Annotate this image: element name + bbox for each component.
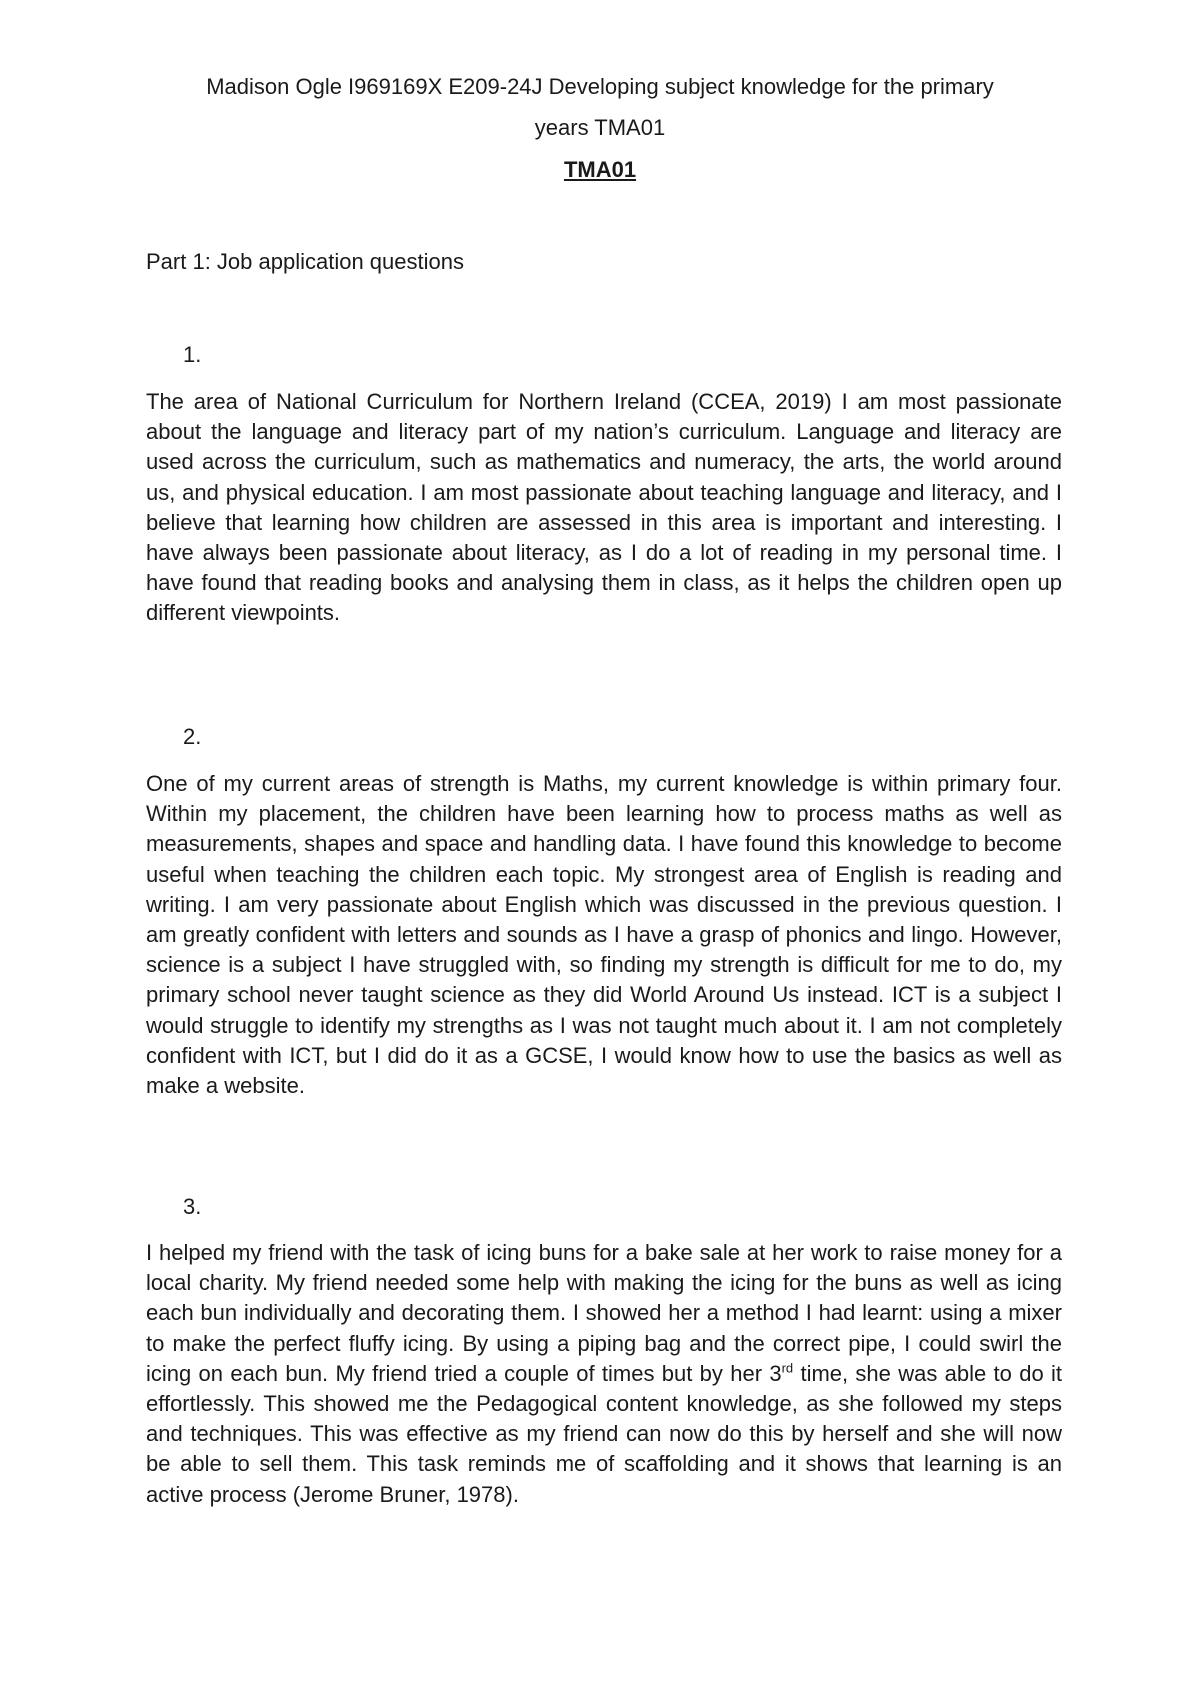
- part-heading: Part 1: Job application questions: [146, 249, 464, 274]
- question-3-text-part-1: I helped my friend with the task of icing buns for a bake sale at her work to raise money for a local charity. My friend needed some help with making the icing for the buns as well as icing each bun individually and decorating them. I showed her a method I had learnt: using a mixer to make the perfect fluffy icing. By using a piping bag and the correct pipe, I could swirl the icing on each bun. My friend tried a couple of times but by her 3: [146, 1240, 1062, 1386]
- ordinal-suffix: rd: [781, 1360, 794, 1376]
- question-2-answer: One of my current areas of strength is Maths, my current knowledge is within primary four. Within my placement, the children have been learning how to process maths as well as measurements, shapes and space and handling data. I have found this knowledge to become useful when teaching the children each topic. My strongest area of English is reading and writing. I am very passionate about English which was discussed in the previous question. I am greatly confident with letters and sounds as I have a grasp of phonics and lingo. However, science is a subject I have struggled with, so finding my strength is difficult for me to do, my primary school never taught science as they did World Around Us instead. ICT is a subject I would struggle to identify my strengths as I was not taught much about it. I am not completely confident with ICT, but I did do it as a GCSE, I would know how to use the basics as well as make a website.: [146, 771, 1062, 1099]
- question-3-answer: [146, 1238, 1062, 1510]
- question-3-number: 3.: [183, 1194, 202, 1219]
- document-title: TMA01: [563, 157, 637, 182]
- header-line-2: years TMA01: [534, 115, 666, 140]
- question-1-number: 1.: [183, 342, 202, 367]
- question-1-answer: The area of National Curriculum for Northern Ireland (CCEA, 2019) I am most passionate about the language and literacy part of my nation’s curriculum. Language and literacy are used across the curriculum, such as mathematics and numeracy, the arts, the world around us, and physical education. I am most passionate about teaching language and literacy, and I believe that learning how children are assessed in this area is important and interesting. I have always been passionate about literacy, as I do a lot of reading in my personal time. I have found that reading books and analysing them in class, as it helps the children open up different viewpoints.: [146, 389, 1062, 626]
- header-line-1: Madison Ogle I969169X E209-24J Developing subject knowledge for the primary: [206, 74, 994, 99]
- question-2-number: 2.: [183, 724, 202, 749]
- question-3-text-part-2: time, she was able to do it effortlessly. This showed me the Pedagogical content knowledge, as she followed my steps and techniques. This was effective as my friend can now do this by herself and she will now be able to sell them. This task reminds me of scaffolding and it shows that learning is an active process (Jerome Bruner, 1978).: [146, 1360, 1062, 1507]
